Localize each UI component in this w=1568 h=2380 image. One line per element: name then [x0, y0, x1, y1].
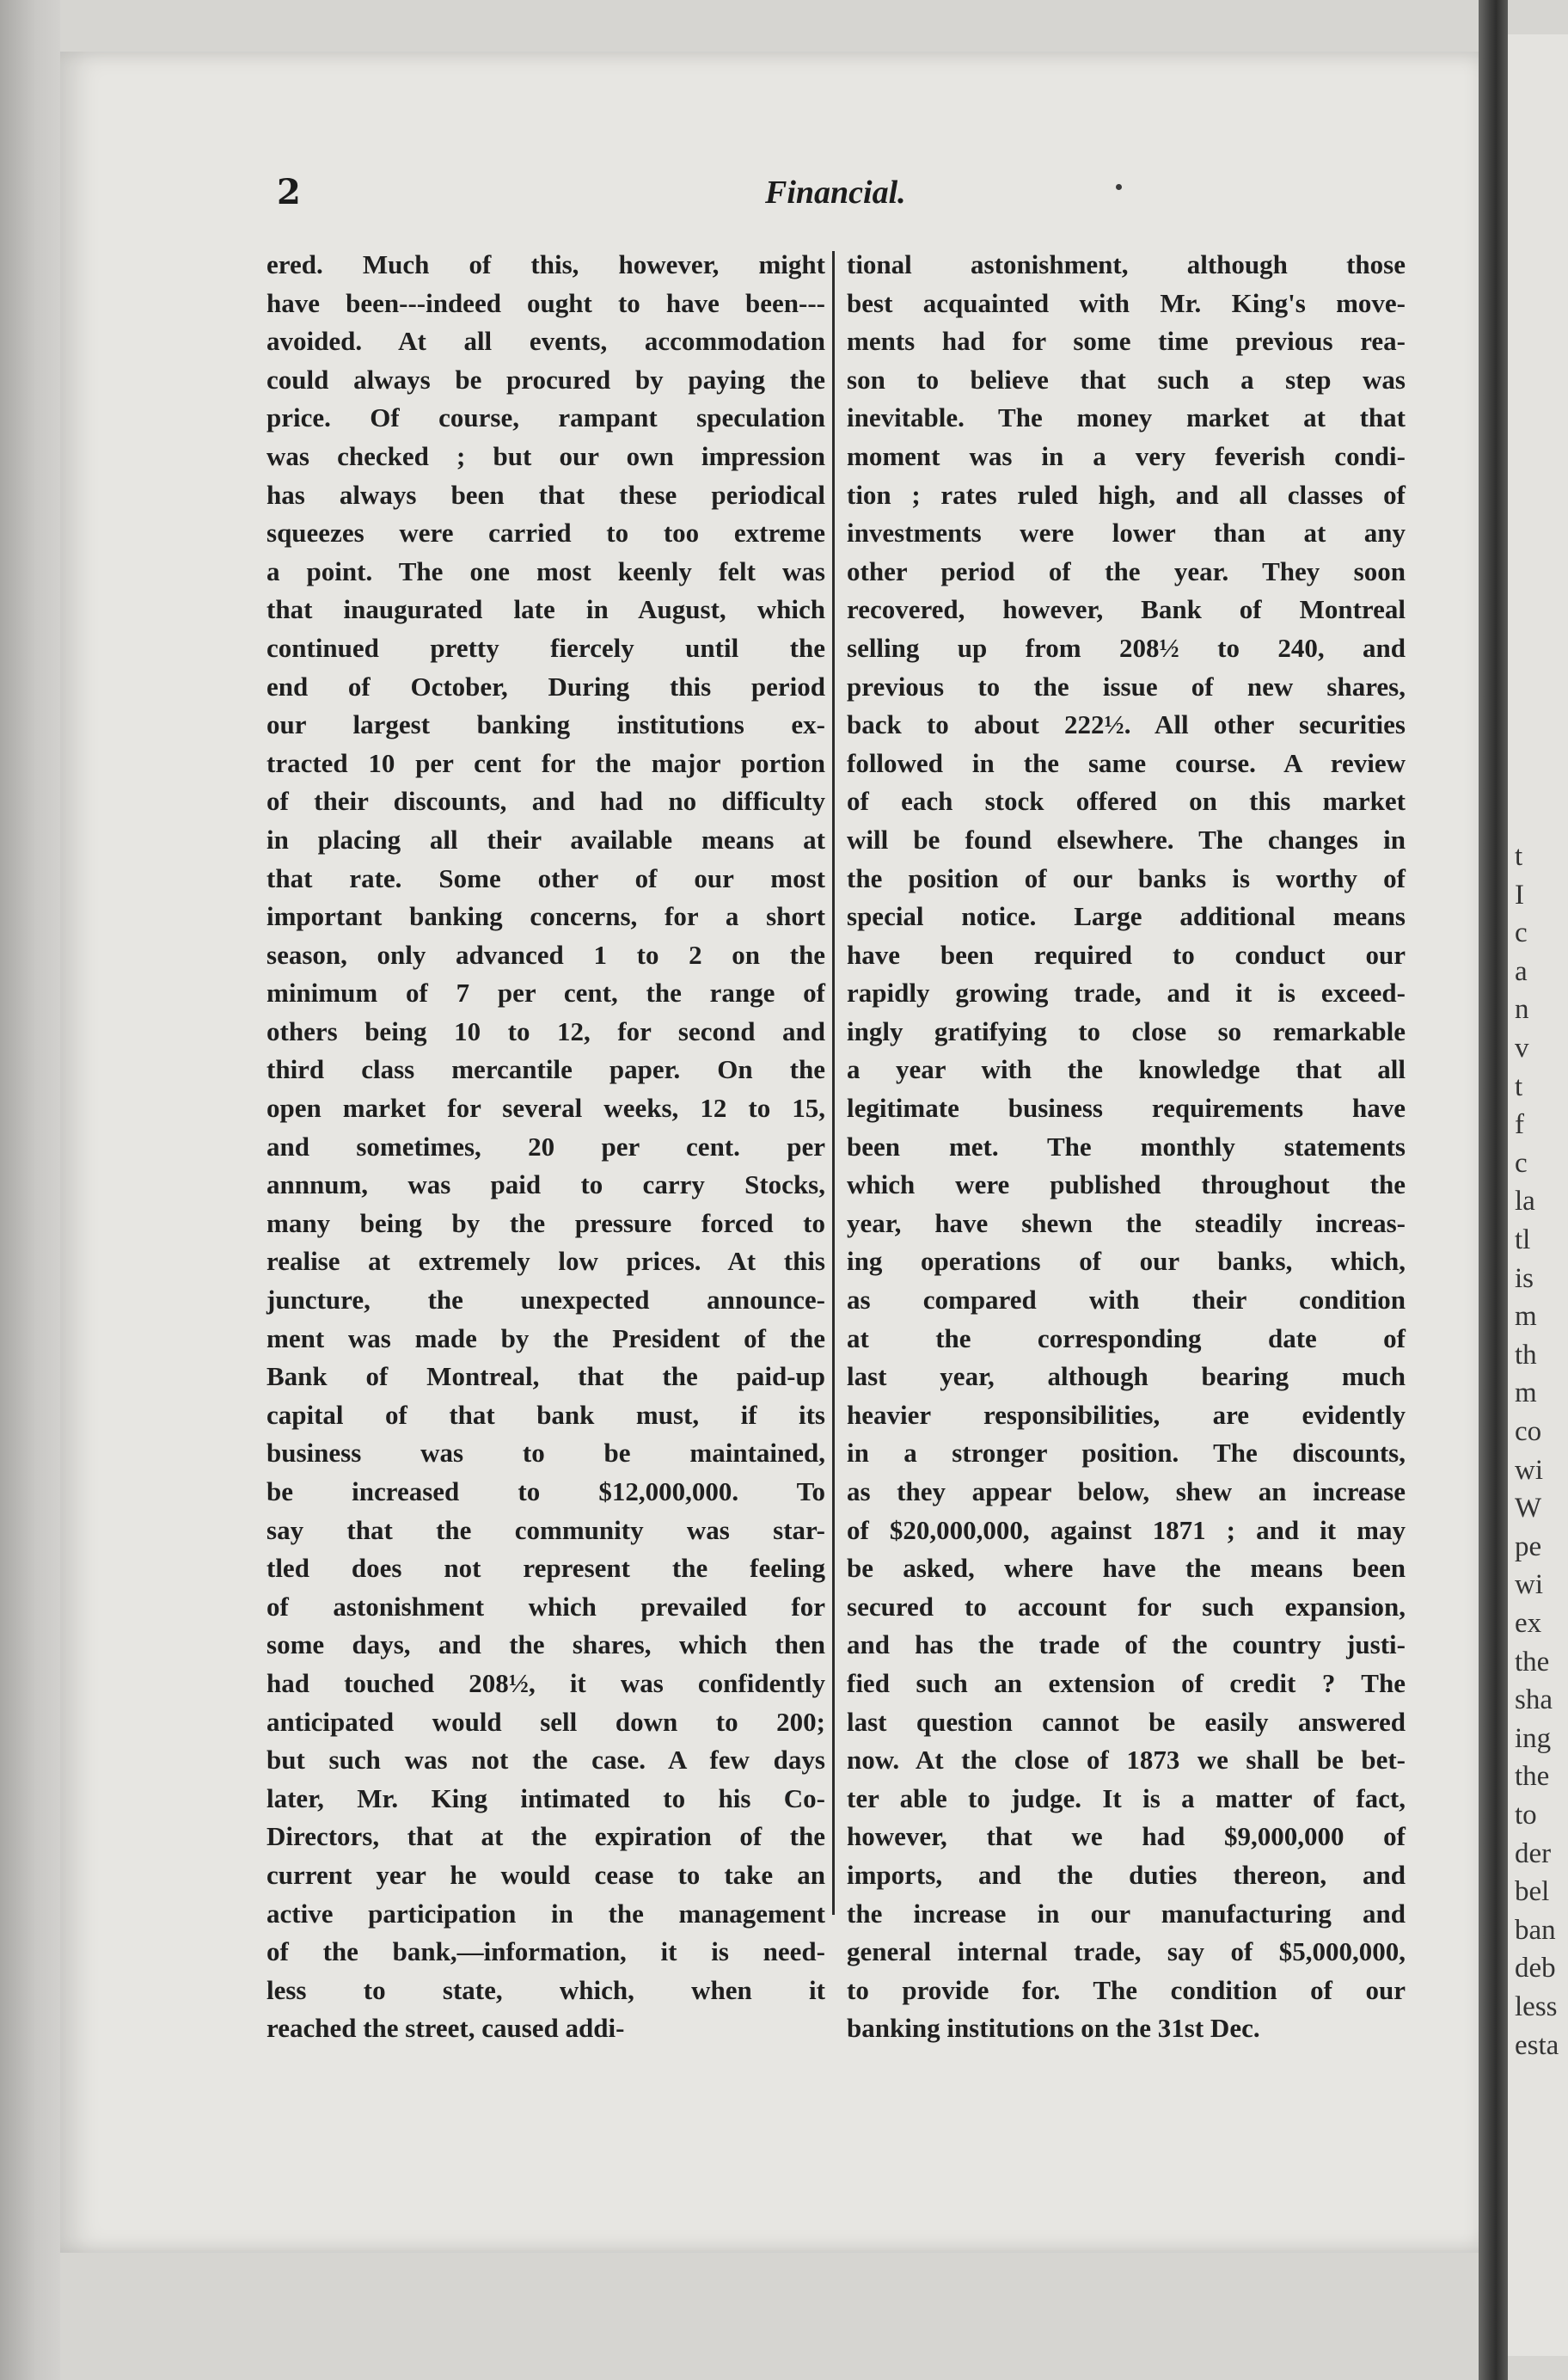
text-line: as compared with their condition	[847, 1285, 1406, 1316]
text-line: selling up from 208½ to 240, and	[847, 632, 1406, 663]
text-line: many being by the pressure forced to	[266, 1207, 825, 1238]
text-line: of $20,000,000, against 1871 ; and it may	[847, 1514, 1406, 1545]
text-line: ingly gratifying to close so remarkable	[847, 1015, 1406, 1046]
text-line: however, that we had $9,000,000 of	[847, 1821, 1406, 1852]
text-line: be asked, where have the means been	[847, 1553, 1406, 1584]
next-page-fragment: th	[1515, 1339, 1537, 1371]
text-line: that inaugurated late in August, which	[266, 594, 825, 625]
text-line: son to believe that such a step was	[847, 364, 1406, 395]
text-line: to provide for. The condition of our	[847, 1974, 1406, 2005]
text-line: important banking concerns, for a short	[266, 901, 825, 932]
next-page-fragment: W	[1515, 1493, 1542, 1524]
text-line: banking institutions on the 31st Dec.	[847, 2013, 1260, 2044]
next-page-fragment: is	[1515, 1262, 1534, 1294]
text-line: of their discounts, and had no difficulty	[266, 786, 825, 817]
text-line: business was to be maintained,	[266, 1438, 825, 1469]
text-line: but such was not the case. A few days	[266, 1745, 825, 1776]
next-page-fragment: t	[1515, 1070, 1523, 1102]
text-line: moment was in a very feverish condi-	[847, 440, 1406, 471]
text-line: that rate. Some other of our most	[266, 862, 825, 893]
text-line: tracted 10 per cent for the major portion	[266, 747, 825, 778]
text-line: end of October, During this period	[266, 671, 825, 702]
next-page-fragment: I	[1515, 879, 1524, 911]
text-line: special notice. Large additional means	[847, 901, 1406, 932]
text-line: now. At the close of 1873 we shall be bet-	[847, 1745, 1406, 1776]
text-line: reached the street, caused addi-	[266, 2013, 625, 2044]
text-line: back to about 222½. All other securities	[847, 709, 1406, 740]
text-line: recovered, however, Bank of Montreal	[847, 594, 1406, 625]
text-line: Bank of Montreal, that the paid-up	[266, 1361, 825, 1392]
text-line: fied such an extension of credit ? The	[847, 1667, 1406, 1698]
next-page-fragment: ing	[1515, 1722, 1552, 1754]
text-line: best acquainted with Mr. King's move-	[847, 287, 1406, 318]
text-line: active participation in the management	[266, 1898, 825, 1929]
text-line: rapidly growing trade, and it is exceed-	[847, 978, 1406, 1009]
text-line: Directors, that at the expiration of the	[266, 1821, 825, 1852]
text-line: in placing all their available means at	[266, 824, 825, 855]
text-line: the position of our banks is worthy of	[847, 862, 1406, 893]
text-line: have been required to conduct our	[847, 939, 1406, 970]
text-line: squeezes were carried to too extreme	[266, 518, 825, 549]
text-line: as they appear below, shew an increase	[847, 1476, 1406, 1506]
text-line: third class mercantile paper. On the	[266, 1054, 825, 1085]
text-line: will be found elsewhere. The changes in	[847, 824, 1406, 855]
text-line: open market for several weeks, 12 to 15,	[266, 1093, 825, 1124]
text-line: tion ; rates ruled high, and all classes of	[847, 479, 1406, 510]
text-line: some days, and the shares, which then	[266, 1629, 825, 1660]
text-line: could always be procured by paying the	[266, 364, 825, 395]
next-page-fragment: to	[1515, 1800, 1537, 1831]
left-text-column	[266, 246, 825, 2048]
text-line: have been---indeed ought to have been---	[266, 287, 825, 318]
text-line: last question cannot be easily answered	[847, 1706, 1406, 1737]
text-line: ments had for some time previous rea-	[847, 326, 1406, 357]
text-line: year, have shewn the steadily increas-	[847, 1207, 1406, 1238]
next-page-fragment: n	[1515, 994, 1529, 1026]
page-number: 2	[277, 172, 301, 212]
next-page-fragment: a	[1515, 955, 1528, 987]
text-line: less to state, which, when it	[266, 1974, 825, 2005]
text-line: of each stock offered on this market	[847, 786, 1406, 817]
text-line: say that the community was star-	[266, 1514, 825, 1545]
text-line: annnum, was paid to carry Stocks,	[266, 1169, 825, 1200]
text-line: anticipated would sell down to 200;	[266, 1706, 825, 1737]
next-page-fragment: t	[1515, 841, 1523, 872]
next-page-fragment: ban	[1515, 1914, 1556, 1946]
text-line: was checked ; but our own impression	[266, 440, 825, 471]
next-page-fragment: less	[1515, 1991, 1558, 2022]
text-line: later, Mr. King intimated to his Co-	[266, 1782, 825, 1813]
next-page-fragment: tl	[1515, 1224, 1531, 1255]
text-line: has always been that these periodical	[266, 479, 825, 510]
next-page-fragment: der	[1515, 1837, 1552, 1869]
next-page-fragment: wi	[1515, 1569, 1543, 1601]
ink-speck	[1116, 184, 1122, 190]
text-line: imports, and the duties thereon, and	[847, 1859, 1406, 1890]
text-line: continued pretty fiercely until the	[266, 632, 825, 663]
next-page-fragment: m	[1515, 1377, 1537, 1409]
next-page-fragment: sha	[1515, 1684, 1553, 1716]
text-line: followed in the same course. A review	[847, 747, 1406, 778]
text-line: been met. The monthly statements	[847, 1131, 1406, 1162]
text-line: current year he would cease to take an	[266, 1859, 825, 1890]
right-text-column	[847, 246, 1406, 2048]
text-line: others being 10 to 12, for second and	[266, 1015, 825, 1046]
next-page-fragment: co	[1515, 1416, 1542, 1447]
text-line: and sometimes, 20 per cent. per	[266, 1131, 825, 1162]
text-line: at the corresponding date of	[847, 1322, 1406, 1353]
text-line: heavier responsibilities, are evidently	[847, 1399, 1406, 1430]
next-page-edge	[1508, 34, 1568, 2356]
next-page-fragment: bel	[1515, 1876, 1550, 1908]
text-line: legitimate business requirements have	[847, 1093, 1406, 1124]
text-line: avoided. At all events, accommodation	[266, 326, 825, 357]
next-page-fragment: the	[1515, 1761, 1550, 1793]
text-line: be increased to $12,000,000. To	[266, 1476, 825, 1506]
text-line: our largest banking institutions ex-	[266, 709, 825, 740]
text-line: investments were lower than at any	[847, 518, 1406, 549]
next-page-fragment: c	[1515, 917, 1528, 949]
text-line: which were published throughout the	[847, 1169, 1406, 1200]
book-gutter	[1479, 0, 1508, 2380]
next-page-fragment: wi	[1515, 1454, 1543, 1486]
text-line: previous to the issue of new shares,	[847, 671, 1406, 702]
text-line: ing operations of our banks, which,	[847, 1246, 1406, 1277]
text-line: had touched 208½, it was confidently	[266, 1667, 825, 1698]
text-line: general internal trade, say of $5,000,000,	[847, 1936, 1406, 1967]
text-line: other period of the year. They soon	[847, 555, 1406, 586]
next-page-fragment: pe	[1515, 1530, 1542, 1562]
text-line: of astonishment which prevailed for	[266, 1591, 825, 1622]
text-line: in a stronger position. The discounts,	[847, 1438, 1406, 1469]
text-line: season, only advanced 1 to 2 on the	[266, 939, 825, 970]
text-line: minimum of 7 per cent, the range of	[266, 978, 825, 1009]
column-divider	[832, 251, 835, 1915]
text-line: tled does not represent the feeling	[266, 1553, 825, 1584]
text-line: realise at extremely low prices. At this	[266, 1246, 825, 1277]
text-line: last year, although bearing much	[847, 1361, 1406, 1392]
text-line: inevitable. The money market at that	[847, 402, 1406, 433]
text-line: capital of that bank must, if its	[266, 1399, 825, 1430]
next-page-fragment: v	[1515, 1033, 1529, 1064]
text-line: ter able to judge. It is a matter of fact,	[847, 1782, 1406, 1813]
text-line: ered. Much of this, however, might	[266, 249, 825, 279]
text-line: price. Of course, rampant speculation	[266, 402, 825, 433]
text-line: and has the trade of the country justi-	[847, 1629, 1406, 1660]
text-line: juncture, the unexpected announce-	[266, 1285, 825, 1316]
next-page-fragment: esta	[1515, 2029, 1559, 2061]
text-line: tional astonishment, although those	[847, 249, 1406, 279]
text-line: a point. The one most keenly felt was	[266, 555, 825, 586]
text-line: of the bank,—information, it is need-	[266, 1936, 825, 1967]
text-line: a year with the knowledge that all	[847, 1054, 1406, 1085]
next-page-fragment: ex	[1515, 1608, 1542, 1639]
next-page-fragment: m	[1515, 1301, 1537, 1333]
text-line: the increase in our manufacturing and	[847, 1898, 1406, 1929]
next-page-fragment: the	[1515, 1646, 1550, 1678]
next-page-fragment: la	[1515, 1186, 1535, 1218]
text-line: secured to account for such expansion,	[847, 1591, 1406, 1622]
next-page-fragment: deb	[1515, 1953, 1556, 1984]
running-head: Financial.	[765, 175, 906, 211]
text-line: ment was made by the President of the	[266, 1322, 825, 1353]
next-page-fragment: c	[1515, 1147, 1528, 1179]
next-page-fragment: f	[1515, 1109, 1524, 1141]
scanner-edge	[0, 0, 60, 2380]
